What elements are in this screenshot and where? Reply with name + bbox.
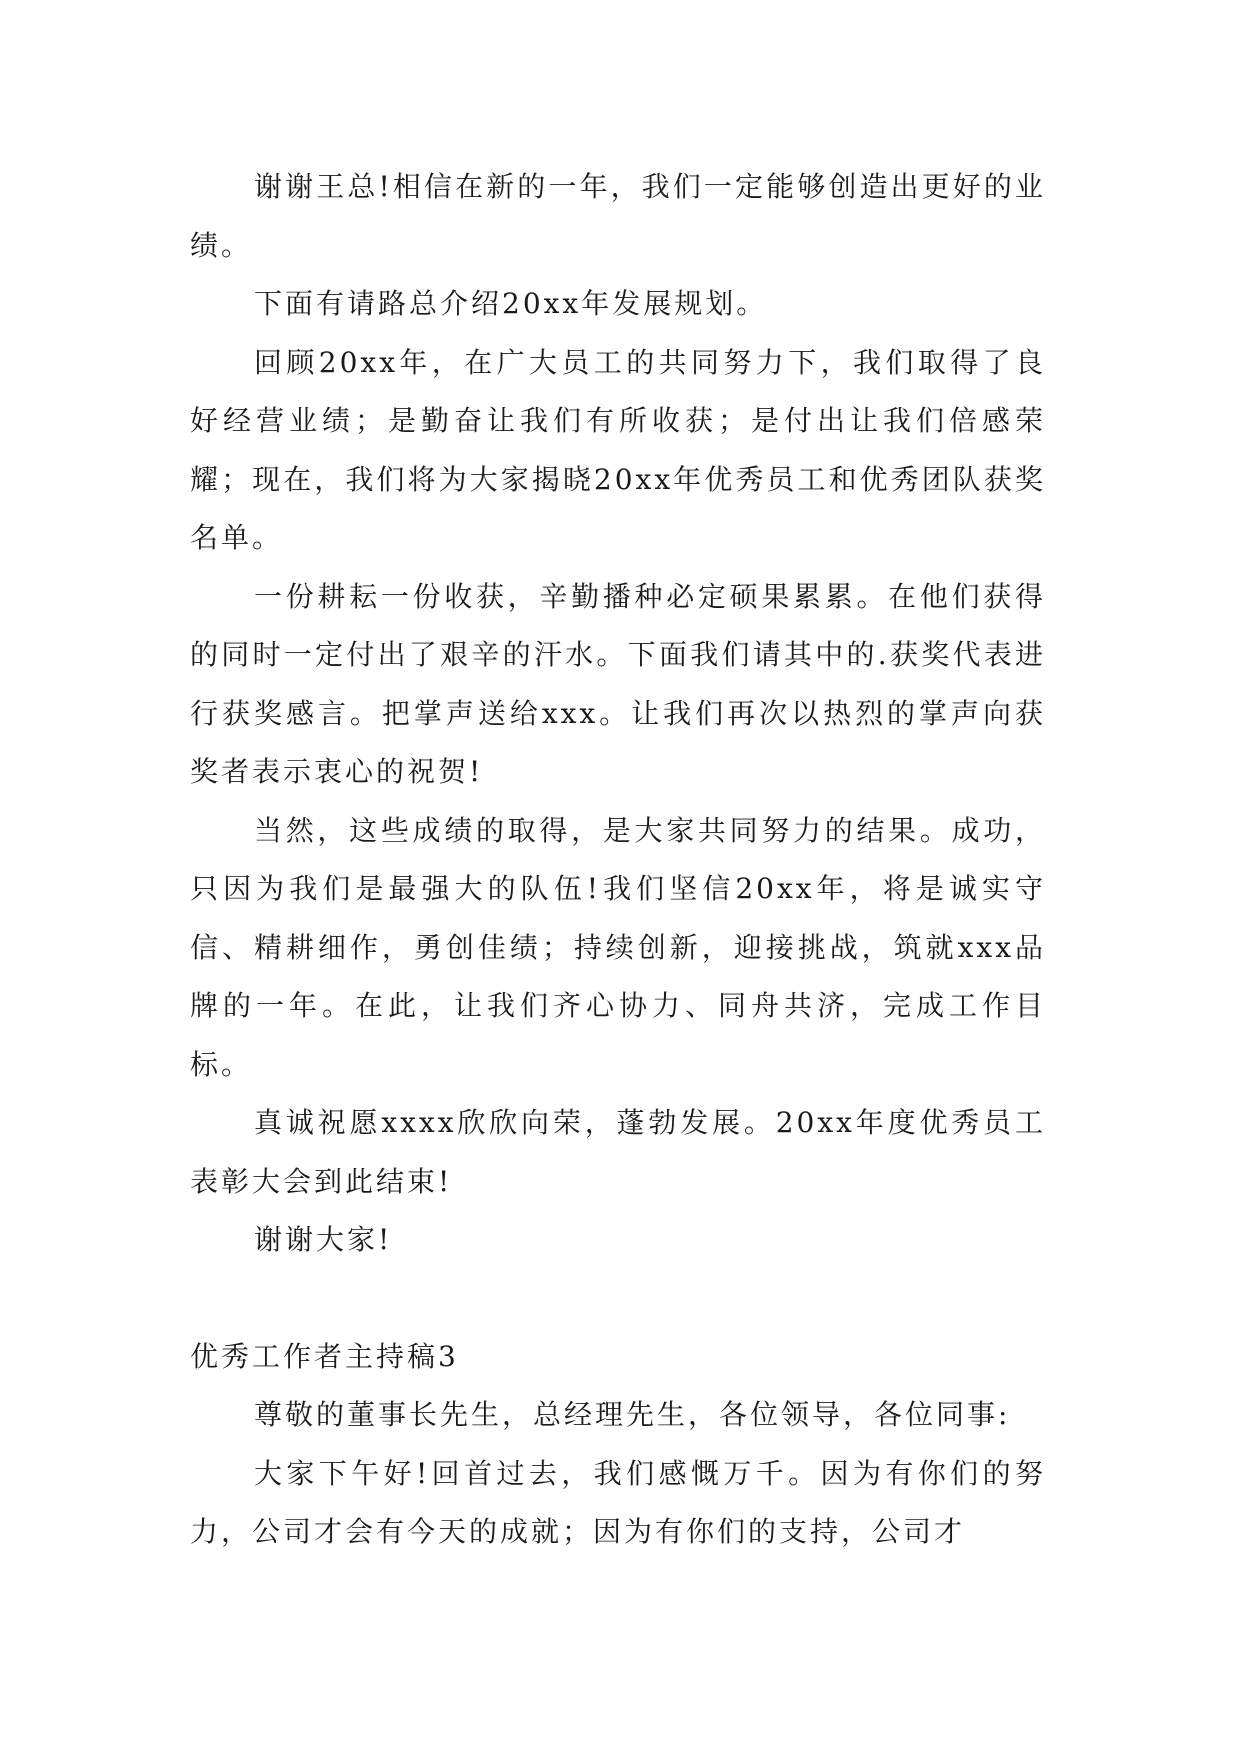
paragraph: 回顾20xx年，在广大员工的共同努力下，我们取得了良好经营业绩；是勤奋让我们有所收获；是付出让我们倍感荣耀；现在，我们将为大家揭晓20xx年优秀员工和优秀团队获奖名单。 (190, 345, 1046, 554)
document-body (190, 158, 1046, 1562)
paragraph: 谢谢大家! (254, 1223, 393, 1256)
paragraph: 尊敬的董事长先生，总经理先生，各位领导，各位同事: (254, 1398, 1011, 1431)
paragraph: 真诚祝愿xxxx欣欣向荣，蓬勃发展。20xx年度优秀员工表彰大会到此结束! (190, 1106, 1046, 1198)
paragraph: 一份耕耘一份收获，辛勤播种必定硕果累累。在他们获得的同时一定付出了艰辛的汗水。下面我们请其中的.获奖代表进行获奖感言。把掌声送给xxx。让我们再次以热烈的掌声向获奖者表示衷心的祝贺! (190, 579, 1046, 788)
paragraph: 当然，这些成绩的取得，是大家共同努力的结果。成功，只因为我们是最强大的队伍!我们坚信20xx年，将是诚实守信、精耕细作，勇创佳绩；持续创新，迎接挑战，筑就xxx品牌的一年。在此，让我们齐心协力、同舟共济，完成工作目标。 (190, 813, 1046, 1081)
paragraph: 大家下午好!回首过去，我们感慨万千。因为有你们的努力，公司才会有今天的成就；因为有你们的支持，公司才 (190, 1456, 1046, 1548)
paragraph: 谢谢王总!相信在新的一年，我们一定能够创造出更好的业绩。 (190, 170, 1046, 262)
paragraph: 下面有请路总介绍20xx年发展规划。 (254, 287, 768, 320)
section-heading: 优秀工作者主持稿3 (190, 1339, 459, 1373)
